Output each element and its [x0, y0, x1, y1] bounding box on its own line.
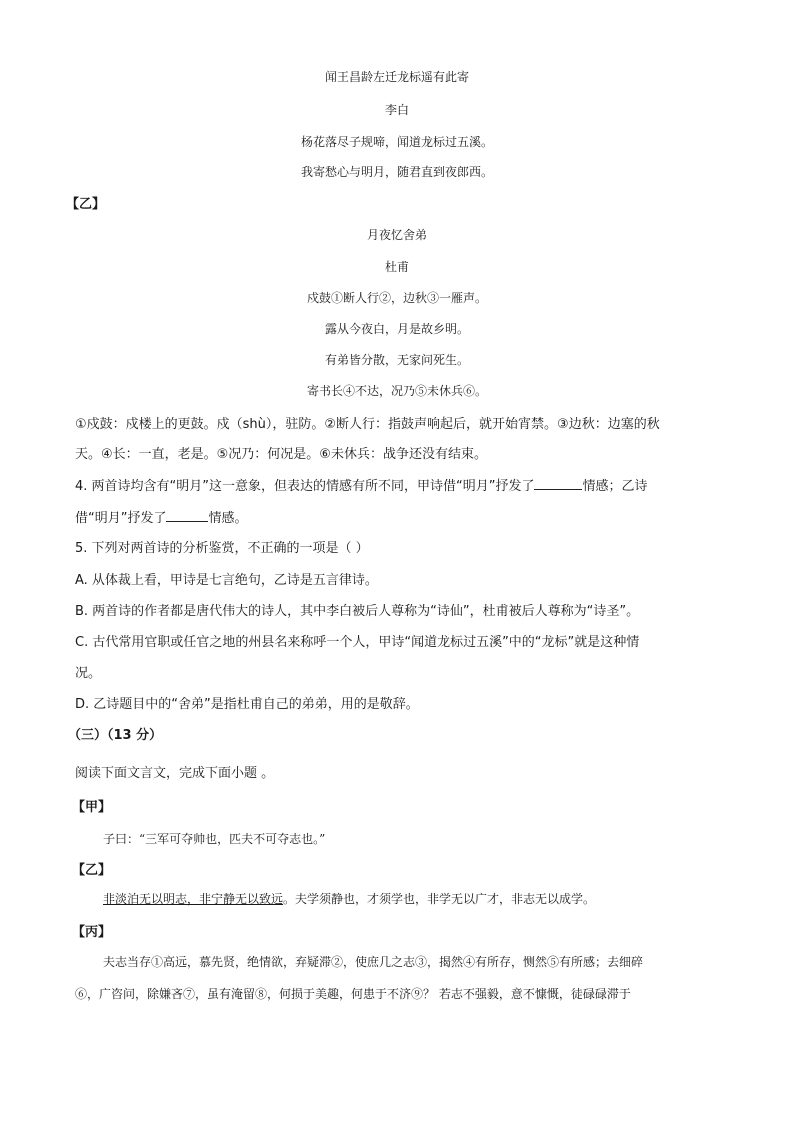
answer-blank-jia[interactable]: [534, 476, 582, 490]
part-3-instruction: 阅读下面文言文，完成下面小题 。: [75, 766, 275, 781]
poem-yi-line-4: 寄书长④不达，况乃⑤未休兵⑥。: [306, 384, 487, 398]
poem-yi-line-1: 戍鼓①断人行②，边秋③一雁声。: [306, 291, 487, 305]
question-4-text-c: 借“明月”抒发了: [75, 511, 167, 526]
section-label-yi: 【乙】: [66, 197, 106, 212]
passage-bing-line-2: ⑥，广咨问，除嫌吝⑦，虽有淹留⑧，何损于美趣，何患于不济⑨？ 若志不强毅，意不慷慨，徒碌碌滞于: [75, 987, 631, 1001]
poem-yi-title: 月夜忆舍弟: [366, 228, 427, 242]
passage-yi-underlined: 非淡泊无以明志，非宁静无以致远: [103, 892, 284, 906]
poem-yi-line-2: 露从今夜白，月是故乡明。: [324, 322, 469, 336]
passage-bing-line-1: 夫志当存①高远，慕先贤，绝情欲，弃疑滞②，使庶几之志③，揭然④有所存，恻然⑤有所感；去细碎: [103, 955, 644, 969]
option-d[interactable]: D. 乙诗题目中的“舍弟”是指杜甫自己的弟弟，用的是敬辞。: [75, 697, 419, 712]
option-b[interactable]: B. 两首诗的作者都是唐代伟大的诗人，其中李白被后人尊称为“诗仙”，杜甫被后人尊称为“诗圣”。: [75, 604, 640, 619]
section-label-yi-2: 【乙】: [72, 863, 112, 878]
answer-blank-yi[interactable]: [166, 508, 208, 522]
question-4-text-a: 4. 两首诗均含有“明月”这一意象，但表达的情感有所不同，甲诗借“明月”抒发了: [75, 479, 535, 494]
part-3-heading: （三）（13 分）: [68, 728, 163, 743]
option-c-line-1[interactable]: C. 古代常用官职或任官之地的州县名来称呼一个人，甲诗“闻道龙标过五溪”中的“龙标”就是这种情: [75, 635, 640, 650]
poem-jia-author: 李白: [384, 103, 409, 117]
poem-jia-line-2: 我寄愁心与明月，随君直到夜郎西。: [300, 165, 493, 179]
notes-line-1: ①戍鼓：戍楼上的更鼓。戍（shù），驻防。②断人行：指鼓声响起后，就开始宵禁。③边秋：边塞的秋: [75, 417, 660, 432]
question-4-text-d: 情感。: [208, 511, 248, 526]
notes-line-2: 天。④长：一直，老是。⑤况乃：何况是。⑥未休兵：战争还没有结束。: [75, 447, 487, 462]
passage-jia: 子曰：“三军可夺帅也，匹夫不可夺志也。”: [103, 832, 326, 846]
section-label-bing: 【丙】: [72, 925, 112, 940]
question-4-line-1: [75, 475, 648, 494]
option-a[interactable]: A. 从体裁上看，甲诗是七言绝句，乙诗是五言律诗。: [75, 573, 378, 588]
question-5-stem: 5. 下列对两首诗的分析鉴赏，不正确的一项是（ ）: [75, 541, 369, 556]
passage-yi: [103, 890, 595, 907]
poem-jia-line-1: 杨花落尽子规啼，闻道龙标过五溪。: [300, 135, 493, 149]
option-c-line-2[interactable]: 况。: [75, 666, 102, 681]
passage-yi-rest: 。夫学须静也，才须学也，非学无以广才，非志无以成学。: [283, 892, 596, 906]
poem-jia-title: 闻王昌龄左迁龙标遥有此寄: [324, 70, 469, 84]
poem-yi-line-3: 有弟皆分散，无家问死生。: [324, 353, 469, 367]
poem-yi-author: 杜甫: [384, 260, 409, 274]
section-label-jia: 【甲】: [72, 800, 112, 815]
question-4-line-2: [75, 507, 248, 526]
question-4-text-b: 情感；乙诗: [582, 479, 648, 494]
